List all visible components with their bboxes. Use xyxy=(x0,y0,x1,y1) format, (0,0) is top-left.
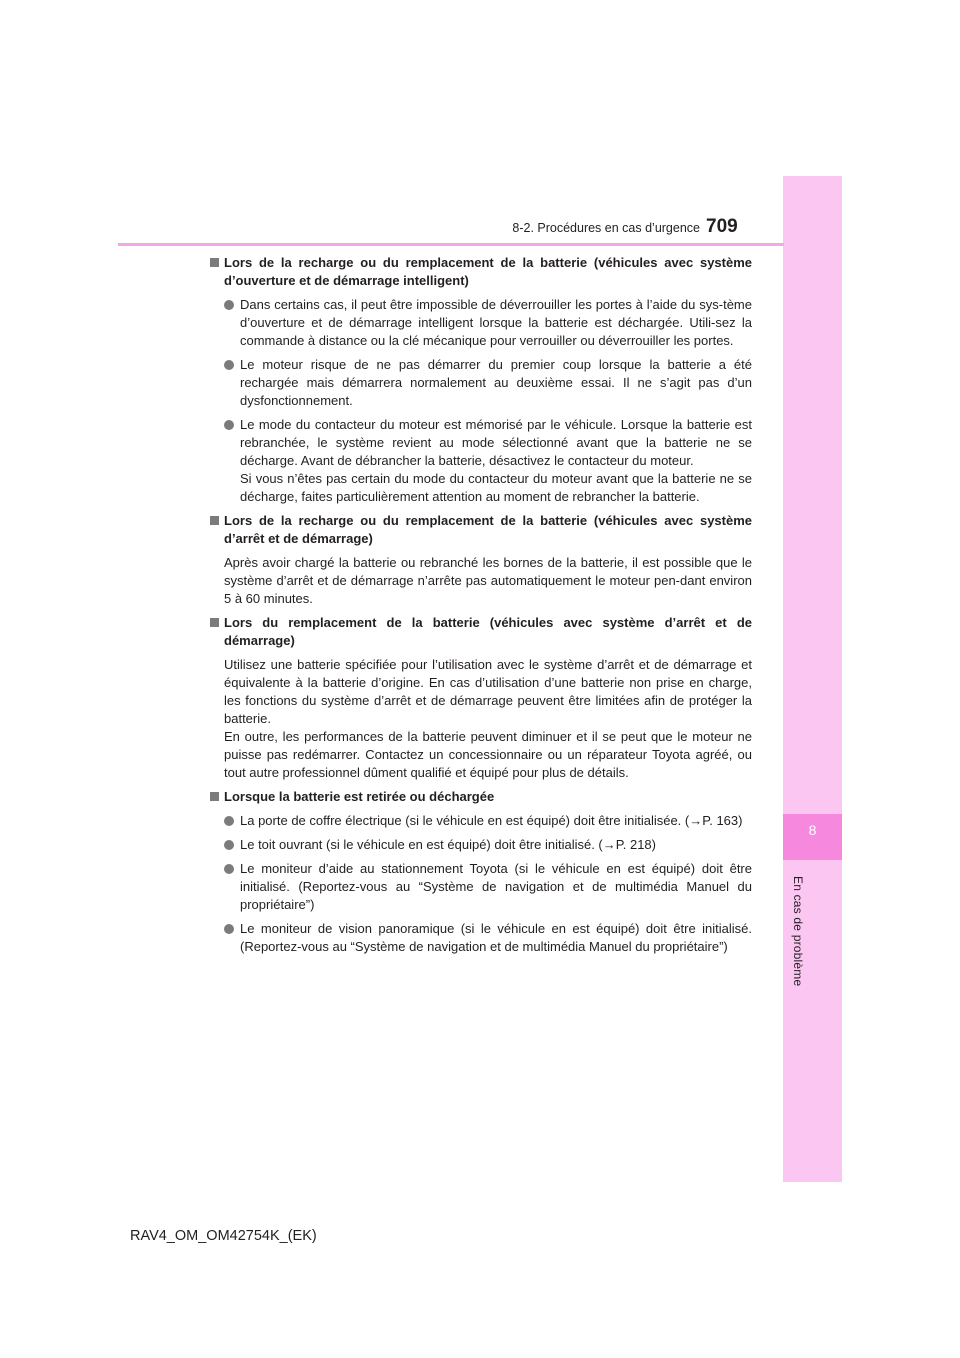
header-divider xyxy=(118,243,784,246)
square-bullet-icon xyxy=(210,618,219,627)
round-bullet-icon xyxy=(224,816,234,826)
square-bullet-icon xyxy=(210,516,219,525)
list-item: Le mode du contacteur du moteur est mémorisé par le véhicule. Lorsque la batterie est rebranchée, le système revient au mode sélectionné avant que la batterie ne se décharge. Avant de débrancher la batterie, désactivez le contacteur du moteur. Si vous n’êtes pas certain du mode du contacteur du moteur avant que la batterie ne se décharge, faites particulièrement attention au moment de rebrancher la batterie. xyxy=(210,416,752,506)
list-item: La porte de coffre électrique (si le véhicule en est équipé) doit être initialisée. (→P. 163) xyxy=(210,812,752,830)
list-item: Le moniteur d’aide au stationnement Toyota (si le véhicule en est équipé) doit être initialisé. (Reportez-vous au “Système de navigation et de multimédia Manuel du propriétaire”) xyxy=(210,860,752,914)
page-content xyxy=(210,254,752,962)
round-bullet-icon xyxy=(224,360,234,370)
chapter-number: 8 xyxy=(808,822,817,838)
section-heading: Lors de la recharge ou du remplacement de la batterie (véhicules avec système d’arrêt et de démarrage) xyxy=(210,512,752,548)
chapter-title: En cas de problème xyxy=(791,876,805,987)
square-bullet-icon xyxy=(210,258,219,267)
list-item: Dans certains cas, il peut être impossible de déverrouiller les portes à l’aide du sys-tème d’ouverture et de démarrage intelligent lorsque la batterie est déchargée. Utili-sez la commande à distance ou la clé mécanique pour verrouiller ou déverrouiller les portes. xyxy=(210,296,752,350)
list-item: Le moteur risque de ne pas démarrer du premier coup lorsque la batterie a été rechargée mais démarrera normalement au deuxième essai. Il ne s’agit pas d’un dysfonctionnement. xyxy=(210,356,752,410)
square-bullet-icon xyxy=(210,792,219,801)
round-bullet-icon xyxy=(224,300,234,310)
section-title: 8-2. Procédures en cas d’urgence xyxy=(512,221,700,235)
round-bullet-icon xyxy=(224,864,234,874)
list-item: Le toit ouvrant (si le véhicule en est équipé) doit être initialisé. (→P. 218) xyxy=(210,836,752,854)
list-item: Le moniteur de vision panoramique (si le véhicule en est équipé) doit être initialisé. (Reportez-vous au “Système de navigation et de multimédia Manuel du propriétaire”) xyxy=(210,920,752,956)
section-heading: Lors de la recharge ou du remplacement de la batterie (véhicules avec système d’ouverture et de démarrage intelligent) xyxy=(210,254,752,290)
round-bullet-icon xyxy=(224,420,234,430)
page-number: 709 xyxy=(706,216,738,237)
round-bullet-icon xyxy=(224,840,234,850)
round-bullet-icon xyxy=(224,924,234,934)
paragraph: Après avoir chargé la batterie ou rebranché les bornes de la batterie, il est possible que le système d’arrêt et de démarrage n’arrête pas automatiquement le moteur pen-dant environ 5 à 60 minutes. xyxy=(224,555,752,606)
section-heading: Lors du remplacement de la batterie (véhicules avec système d’arrêt et de démarrage) xyxy=(210,614,752,650)
paragraph: Utilisez une batterie spécifiée pour l’utilisation avec le système d’arrêt et de démarrage et équivalente à la batterie d’origine. En cas d’utilisation d’une batterie non prise en charge, les fonctions du système d’arrêt et de démarrage peuvent être limitées afin de protéger la batterie. En outre, les performances de la batterie peuvent diminuer et il se peut que le moteur ne puisse pas redémarrer. Contactez un concessionnaire ou un réparateur Toyota agréé, ou tout autre professionnel dûment qualifié et équipé pour plus de détails. xyxy=(224,657,752,780)
chapter-side-tab xyxy=(783,176,842,1182)
section-heading: Lorsque la batterie est retirée ou déchargée xyxy=(210,788,752,806)
document-id: RAV4_OM_OM42754K_(EK) xyxy=(130,1228,317,1244)
